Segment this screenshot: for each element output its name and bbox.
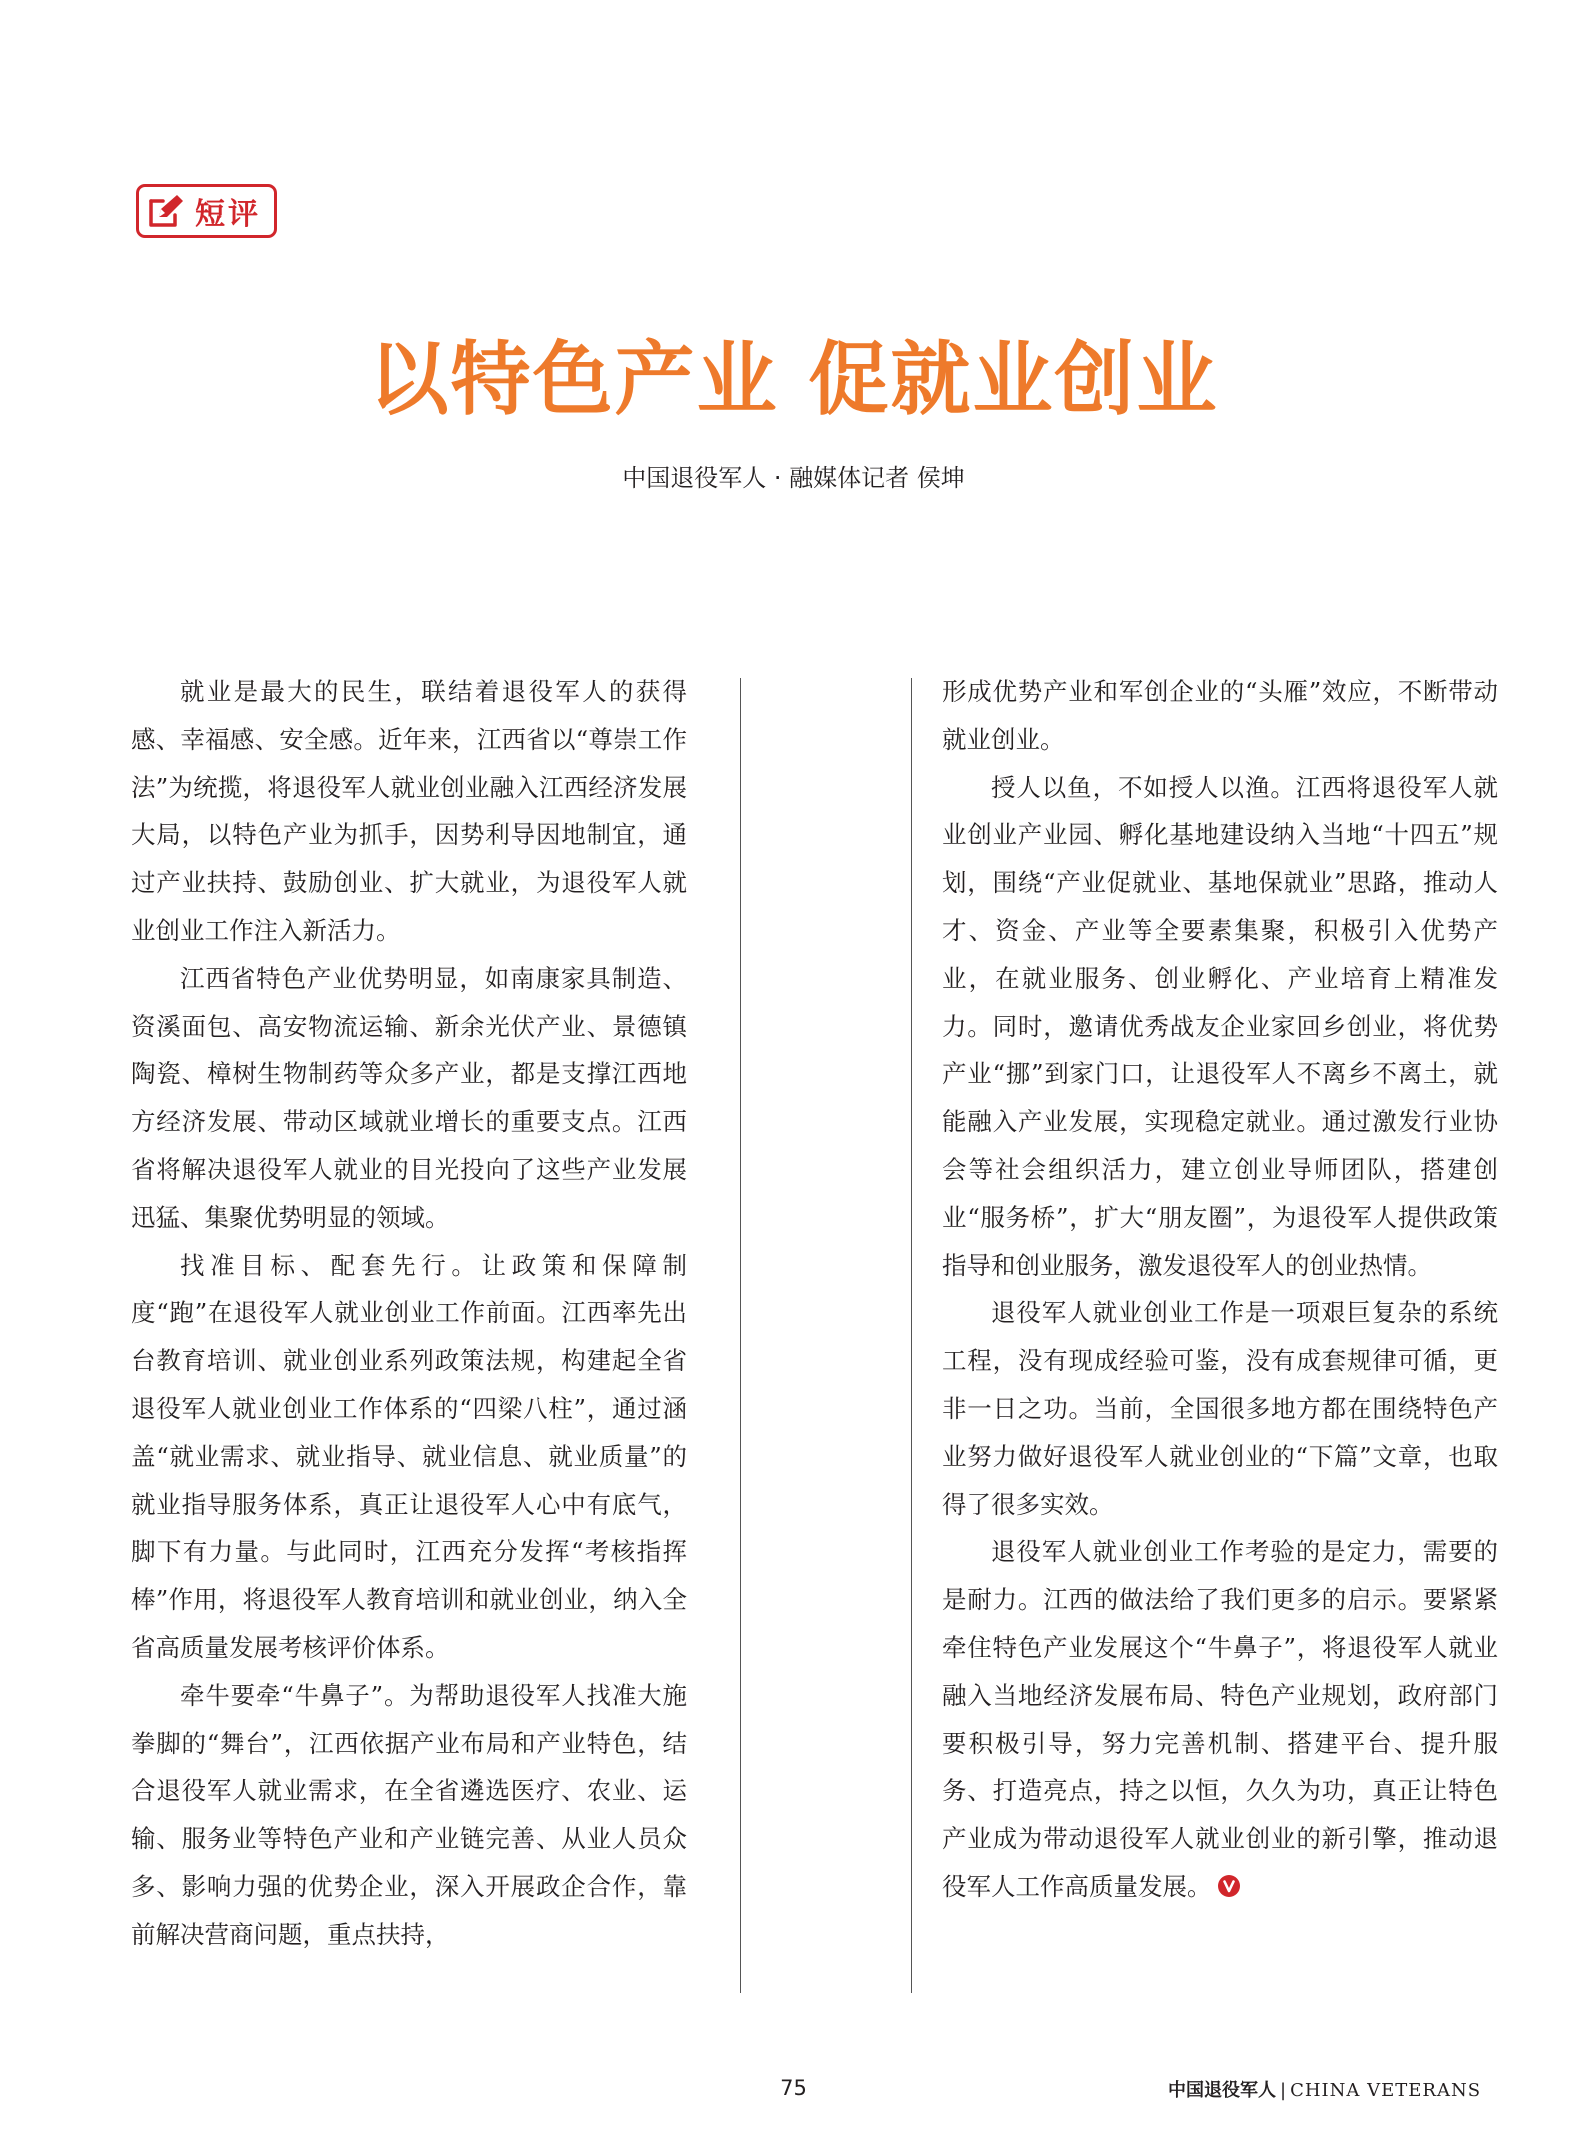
paragraph: 退役军人就业创业工作是一项艰巨复杂的系统工程，没有现成经验可鉴，没有成套规律可循，更非一日之功。当前，全国很多地方都在围绕特色产业努力做好退役军人就业创业的“下篇”文章，也取得了很多实效。: [942, 1298, 1498, 1519]
page-number: 75: [780, 2076, 807, 2100]
paragraph: 牵牛要牵“牛鼻子”。为帮助退役军人找准大施拳脚的“舞台”，江西依据产业布局和产业特色，结合退役军人就业需求，在全省遴选医疗、农业、运输、服务业等特色产业和产业链完善、从业人员众多、影响力强的优势企业，深入开展政企合作，靠前解决营商问题，重点扶持，: [131, 1680, 687, 1949]
section-tag: [136, 184, 277, 238]
byline: 中国退役军人 · 融媒体记者 侯坤: [622, 464, 965, 492]
end-mark-icon: [1218, 1875, 1240, 1897]
column-divider-left: [740, 678, 741, 1993]
paragraph: 找准目标、配套先行。让政策和保障制度“跑”在退役军人就业创业工作前面。江西率先出台教育培训、就业创业系列政策法规，构建起全省退役军人就业创业工作体系的“四梁八柱”，通过涵盖“就业需求、就业指导、就业信息、就业质量”的就业指导服务体系，真正让退役军人心中有底气，脚下有力量。与此同时，江西充分发挥“考核指挥棒”作用，将退役军人教育培训和就业创业，纳入全省高质量发展考核评价体系。: [131, 1250, 687, 1662]
footer-brand: [1168, 2076, 1481, 2102]
column-divider-right: [911, 678, 912, 1993]
left-column: [131, 668, 687, 1959]
tag-label: 短评: [195, 197, 261, 232]
footer-separator: |: [1280, 2080, 1287, 2101]
paragraph: 形成优势产业和军创企业的“头雁”效应，不断带动就业创业。: [942, 677, 1498, 754]
footer-brand-cn: 中国退役军人: [1168, 2080, 1276, 2101]
right-column: [942, 668, 1498, 1911]
article-title: 以特色产业 促就业创业: [368, 333, 1219, 426]
paragraph: 授人以鱼，不如授人以渔。江西将退役军人就业创业产业园、孵化基地建设纳入当地“十四五”规划，围绕“产业促就业、基地保就业”思路，推动人才、资金、产业等全要素集聚，积极引入优势产业，在就业服务、创业孵化、产业培育上精准发力。同时，邀请优秀战友企业家回乡创业，将优势产业“挪”到家门口，让退役军人不离乡不离土，就能融入产业发展，实现稳定就业。通过激发行业协会等社会组织活力，建立创业导师团队，搭建创业“服务桥”，扩大“朋友圈”，为退役军人提供政策指导和创业服务，激发退役军人的创业热情。: [942, 772, 1498, 1280]
paragraph: 就业是最大的民生，联结着退役军人的获得感、幸福感、安全感。近年来，江西省以“尊崇工作法”为统揽，将退役军人就业创业融入江西经济发展大局，以特色产业为抓手，因势利导因地制宜，通过产业扶持、鼓励创业、扩大就业，为退役军人就业创业工作注入新活力。: [131, 677, 687, 945]
paragraph-text: 退役军人就业创业工作考验的是定力，需要的是耐力。江西的做法给了我们更多的启示。要紧紧牵住特色产业发展这个“牛鼻子”，将退役军人就业融入当地经济发展布局、特色产业规划，政府部门要积极引导，努力完善机制、搭建平台、提升服务、打造亮点，持之以恒，久久为功，真正让特色产业成为带动退役军人就业创业的新引擎，推动退役军人工作高质量发展。: [942, 1537, 1498, 1901]
paragraph: 江西省特色产业优势明显，如南康家具制造、资溪面包、高安物流运输、新余光伏产业、景德镇陶瓷、樟树生物制药等众多产业，都是支撑江西地方经济发展、带动区域就业增长的重要支点。江西省将解决退役军人就业的目光投向了这些产业发展迅猛、集聚优势明显的领域。: [131, 963, 687, 1232]
paragraph-final: [942, 1528, 1498, 1910]
footer-brand-en: CHINA VETERANS: [1290, 2080, 1482, 2101]
pencil-note-icon: [145, 191, 185, 231]
